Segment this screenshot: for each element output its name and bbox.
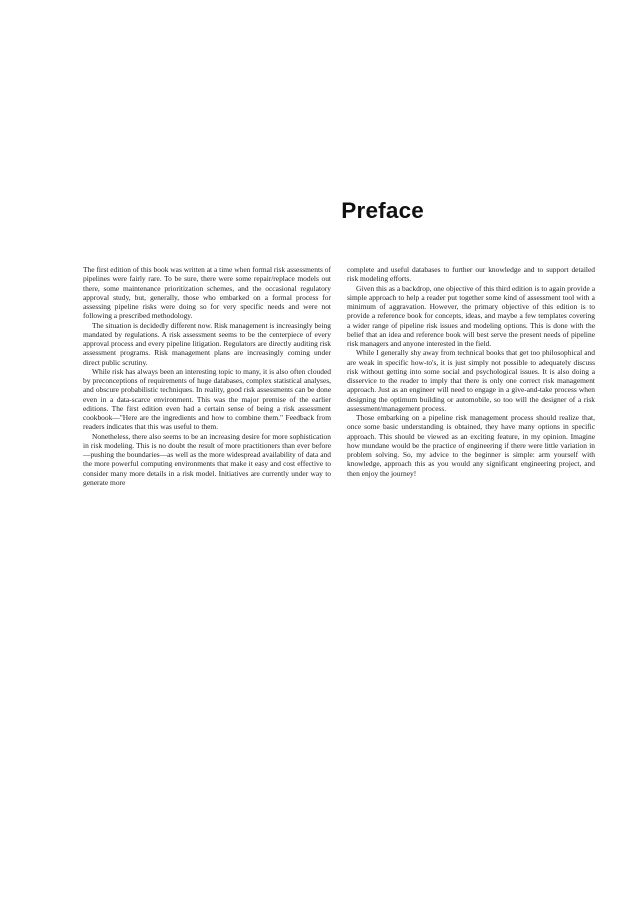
paragraph: The first edition of this book was written at a time when formal risk assessments of pipelines were fairly rare. To be sure, there were some repair/replace models out there, some maintenance prioritization schemes, and the occasional regulatory approval study, but, generally, those who embarked on a formal process for assessing pipeline risks were doing so for very specific needs and were not following a prescribed methodology. [83, 265, 331, 321]
left-column [83, 265, 331, 487]
paragraph: Nonetheless, there also seems to be an increasing desire for more sophistication in risk modeling. This is no doubt the result of more practitioners than ever before—pushing the boundaries—as well as the more widespread availability of data and the more powerful computing environments that make it easy and cost effective to consider many more details in a risk model. Initiatives are currently under way to generate more [83, 431, 331, 487]
page-title: Preface [341, 198, 424, 223]
paragraph: complete and useful databases to further our knowledge and to support detailed risk modeling efforts. [347, 265, 595, 284]
paragraph: The situation is decidedly different now. Risk management is increasingly being mandated by regulations. A risk assessment seems to be the centerpiece of every approval process and every pipeline litigation. Regulators are directly auditing risk assessment programs. Risk management plans are increasingly coming under direct public scrutiny. [83, 320, 331, 367]
paragraph: While risk has always been an interesting topic to many, it is also often clouded by preconceptions of requirements of huge databases, complex statistical analyses, and obscure probabilistic techniques. In reality, good risk assessments can be done even in a data-scarce environment. This was the major premise of the earlier editions. The first edition even had a certain sense of being a risk assessment cookbook—"Here are the ingredients and how to combine them." Feedback from readers indicates that this was useful to them. [83, 366, 331, 432]
right-column [347, 265, 595, 478]
paragraph: Those embarking on a pipeline risk management process should realize that, once some basic understanding is obtained, they have many options in specific approach. This should be viewed as an exciting feature, in my opinion. Imagine how mundane would be the practice of engineering if there were little variation in problem solving. So, my advice to the beginner is simple: arm yourself with knowledge, approach this as you would any significant engineering project, and then enjoy the journey! [347, 413, 595, 478]
paragraph: While I generally shy away from technical books that get too philosophical and are weak in specific how-to's, it is just simply not possible to adequately discuss risk without getting into some social and psychological issues. It is also doing a disservice to the reader to imply that there is only one correct risk management approach. Just as an engineer will need to engage in a give-and-take process when designing the optimum building or automobile, so too will the designer of a risk assessment/management process. [347, 348, 595, 413]
paragraph: Given this as a backdrop, one objective of this third edition is to again provide a simple approach to help a reader put together some kind of assessment tool with a minimum of aggravation. However, the primary objective of this edition is to provide a reference book for concepts, ideas, and maybe a few templates covering a wider range of pipeline risk issues and modeling options. This is done with the belief that an idea and reference book will best serve the present needs of pipeline risk managers and anyone interested in the field. [347, 283, 595, 348]
